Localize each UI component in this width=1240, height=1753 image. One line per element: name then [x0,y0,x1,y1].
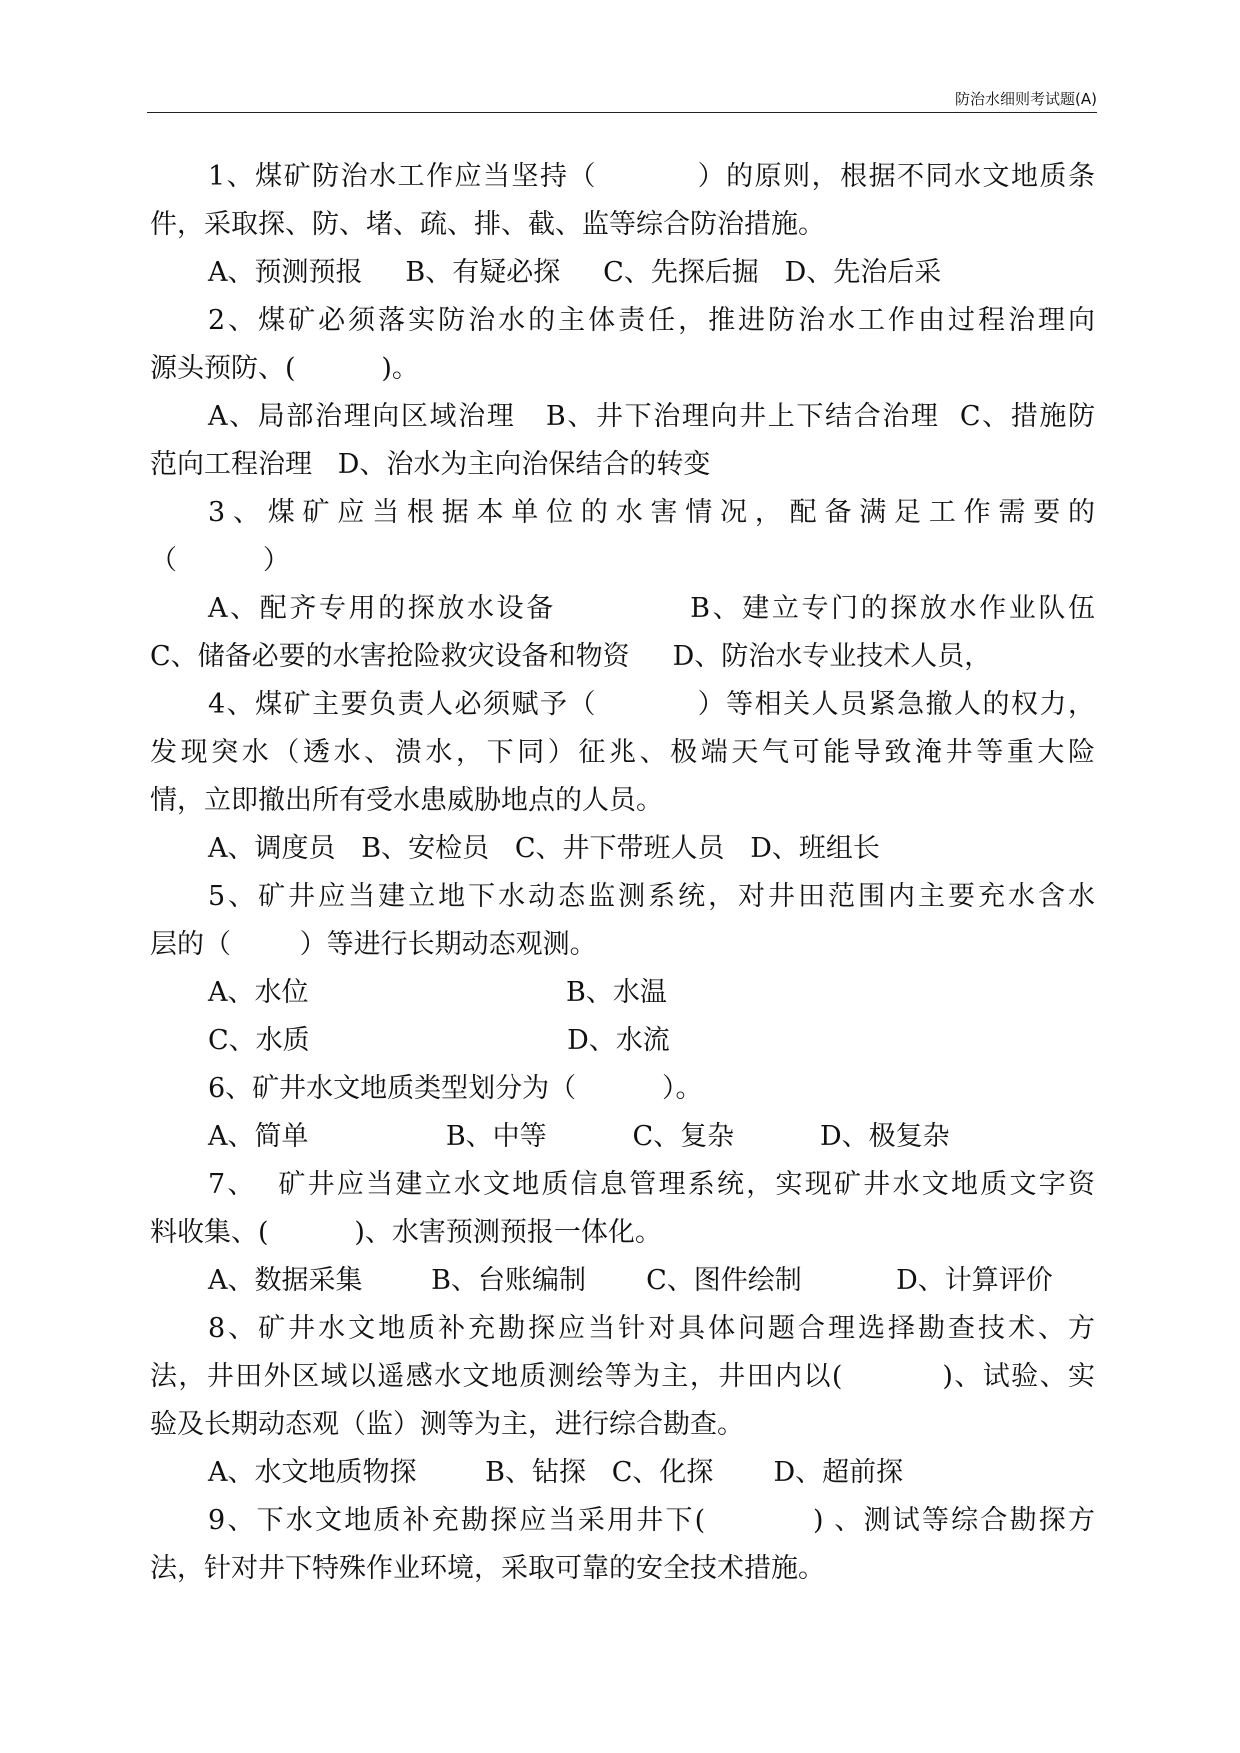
q6-line-1: 6、矿井水文地质类型划分为（ ）。 [208,1073,703,1104]
q4-options: A、调度员 B、安检员 C、井下带班人员 D、班组长 [208,833,880,864]
q2-options-2: 范向工程治理 D、治水为主向治保结合的转变 [150,449,711,480]
q5-line-2: 层的（ ）等进行长期动态观测。 [150,929,597,960]
q8-line-2: 法，井田外区域以遥感水文地质测绘等为主，井田内以( )、试验、实 [150,1361,1095,1392]
q3-line-2: （ ） [150,545,290,576]
q2-line-1: 2、煤矿必须落实防治水的主体责任，推进防治水工作由过程治理向 [208,305,1095,336]
q1-line-1: 1、煤矿防治水工作应当坚持（ ）的原则，根据不同水文地质条 [208,161,1095,192]
q6-options: A、简单 B、中等 C、复杂 D、极复杂 [208,1121,950,1152]
q1-line-2: 件，采取探、防、堵、疏、排、截、监等综合防治措施。 [150,209,825,240]
q9-line-2: 法，针对井下特殊作业环境，采取可靠的安全技术措施。 [150,1553,825,1584]
q9-line-1: 9、下水文地质补充勘探应当采用井下( ) 、测试等综合勘探方 [208,1505,1095,1536]
q8-line-3: 验及长期动态观（监）测等为主，进行综合勘查。 [150,1409,744,1440]
q2-line-2: 源头预防、( )。 [150,353,419,384]
q8-options: A、水文地质物探 B、钻探 C、化探 D、超前探 [208,1457,904,1488]
q7-line-1: 7、 矿井应当建立水文地质信息管理系统，实现矿井水文地质文字资 [208,1169,1095,1200]
page-header [147,84,1097,113]
q7-options: A、数据采集 B、台账编制 C、图件绘制 D、计算评价 [208,1265,1053,1296]
q4-line-3: 情，立即撤出所有受水患威胁地点的人员。 [150,785,663,816]
q4-line-2: 发现突水（透水、溃水，下同）征兆、极端天气可能导致淹井等重大险 [150,737,1095,768]
q3-options-2: C、储备必要的水害抢险救灾设备和物资 D、防治水专业技术人员， [150,641,992,672]
q5-line-1: 5、矿井应当建立地下水动态监测系统，对井田范围内主要充水含水 [208,881,1095,912]
q4-line-1: 4、煤矿主要负责人必须赋予（ ）等相关人员紧急撤人的权力， [208,689,1095,720]
header-title: 防治水细则考试题(A) [955,90,1097,108]
q2-options-1: A、局部治理向区域治理 B、井下治理向井上下结合治理 C、措施防 [208,401,1095,432]
q3-line-1: 3、煤矿应当根据本单位的水害情况，配备满足工作需要的 [208,497,1095,528]
q7-line-2: 料收集、( )、水害预测预报一体化。 [150,1217,662,1248]
q8-line-1: 8、矿井水文地质补充勘探应当针对具体问题合理选择勘查技术、方 [208,1313,1095,1344]
q1-options: A、预测预报 B、有疑必探 C、先探后掘 D、先治后采 [208,257,942,288]
q5-options-2: C、水质 D、水流 [208,1025,670,1056]
exam-content [150,153,1095,1593]
q3-options-1: A、配齐专用的探放水设备 B、建立专门的探放水作业队伍 [208,593,1095,624]
q5-options-1: A、水位 B、水温 [208,977,667,1008]
